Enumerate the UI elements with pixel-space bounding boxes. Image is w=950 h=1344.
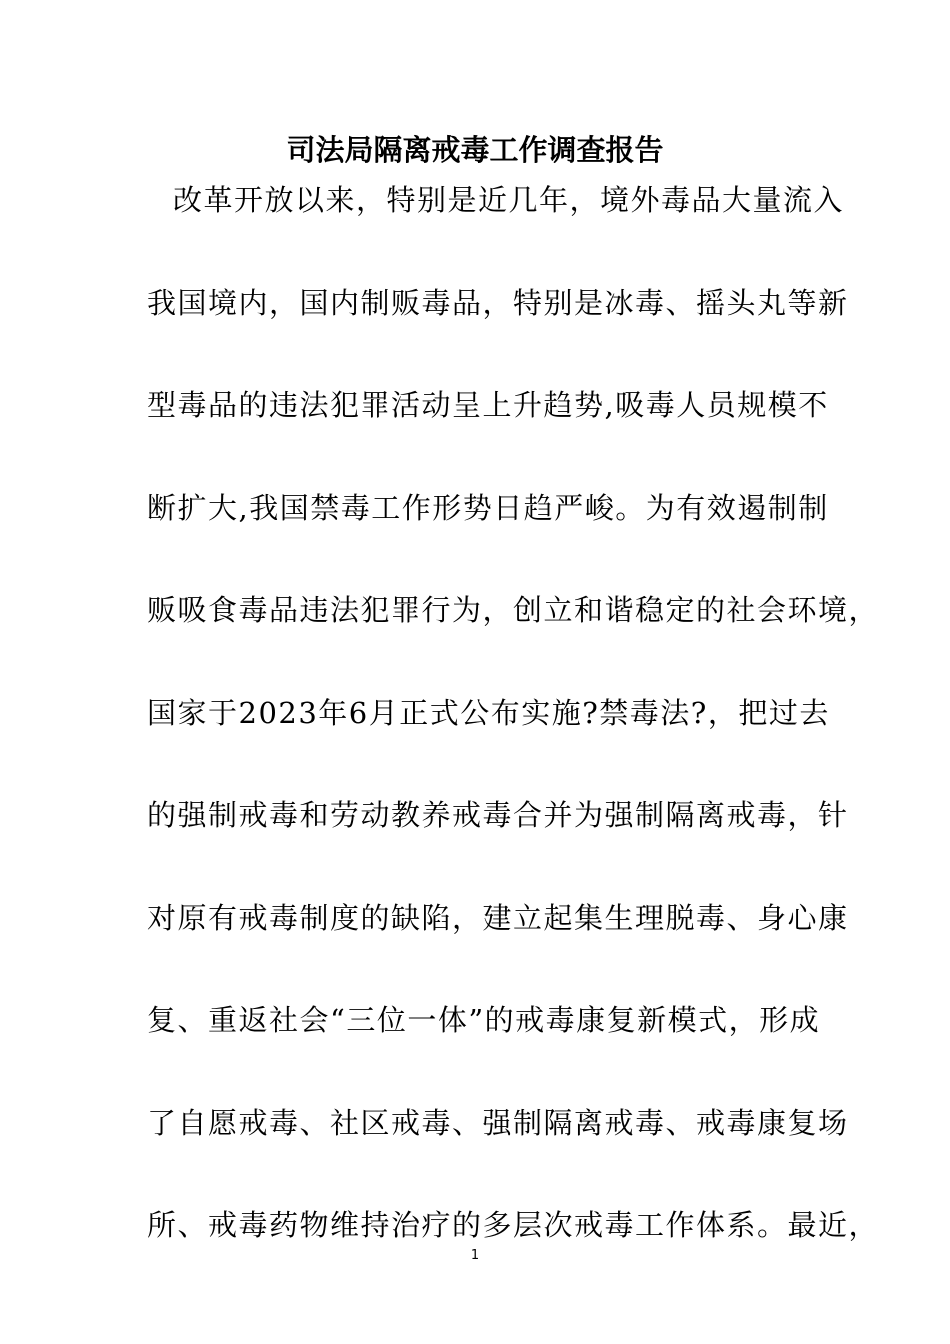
body-text xyxy=(147,180,880,1308)
body-line: 的强制戒毒和劳动教养戒毒合并为强制隔离戒毒，针 xyxy=(147,798,849,832)
body-line: 国家于2023年6月正式公布实施?禁毒法?，把过去 xyxy=(147,695,830,730)
body-line: 我国境内，国内制贩毒品，特别是冰毒、摇头丸等新 xyxy=(147,285,849,320)
body-line: 了自愿戒毒、社区戒毒、强制隔离戒毒、戒毒康复场 xyxy=(147,1105,849,1140)
body-line: 改革开放以来，特别是近几年，境外毒品大量流入 xyxy=(173,183,845,217)
body-line: 断扩大,我国禁毒工作形势日趋严峻。为有效遏制制 xyxy=(147,490,829,525)
body-line: 复、重返社会“三位一体”的戒毒康复新模式，形成 xyxy=(147,1003,821,1037)
page-number: 1 xyxy=(470,1248,480,1263)
body-line: 对原有戒毒制度的缺陷，建立起集生理脱毒、身心康 xyxy=(147,900,849,935)
body-line: 贩吸食毒品违法犯罪行为，创立和谐稳定的社会环境， xyxy=(147,593,880,627)
body-line: 型毒品的违法犯罪活动呈上升趋势,吸毒人员规模不 xyxy=(147,388,829,422)
body-line: 所、戒毒药物维持治疗的多层次戒毒工作体系。最近， xyxy=(147,1208,880,1242)
document-title: 司法局隔离戒毒工作调查报告 xyxy=(286,133,664,167)
